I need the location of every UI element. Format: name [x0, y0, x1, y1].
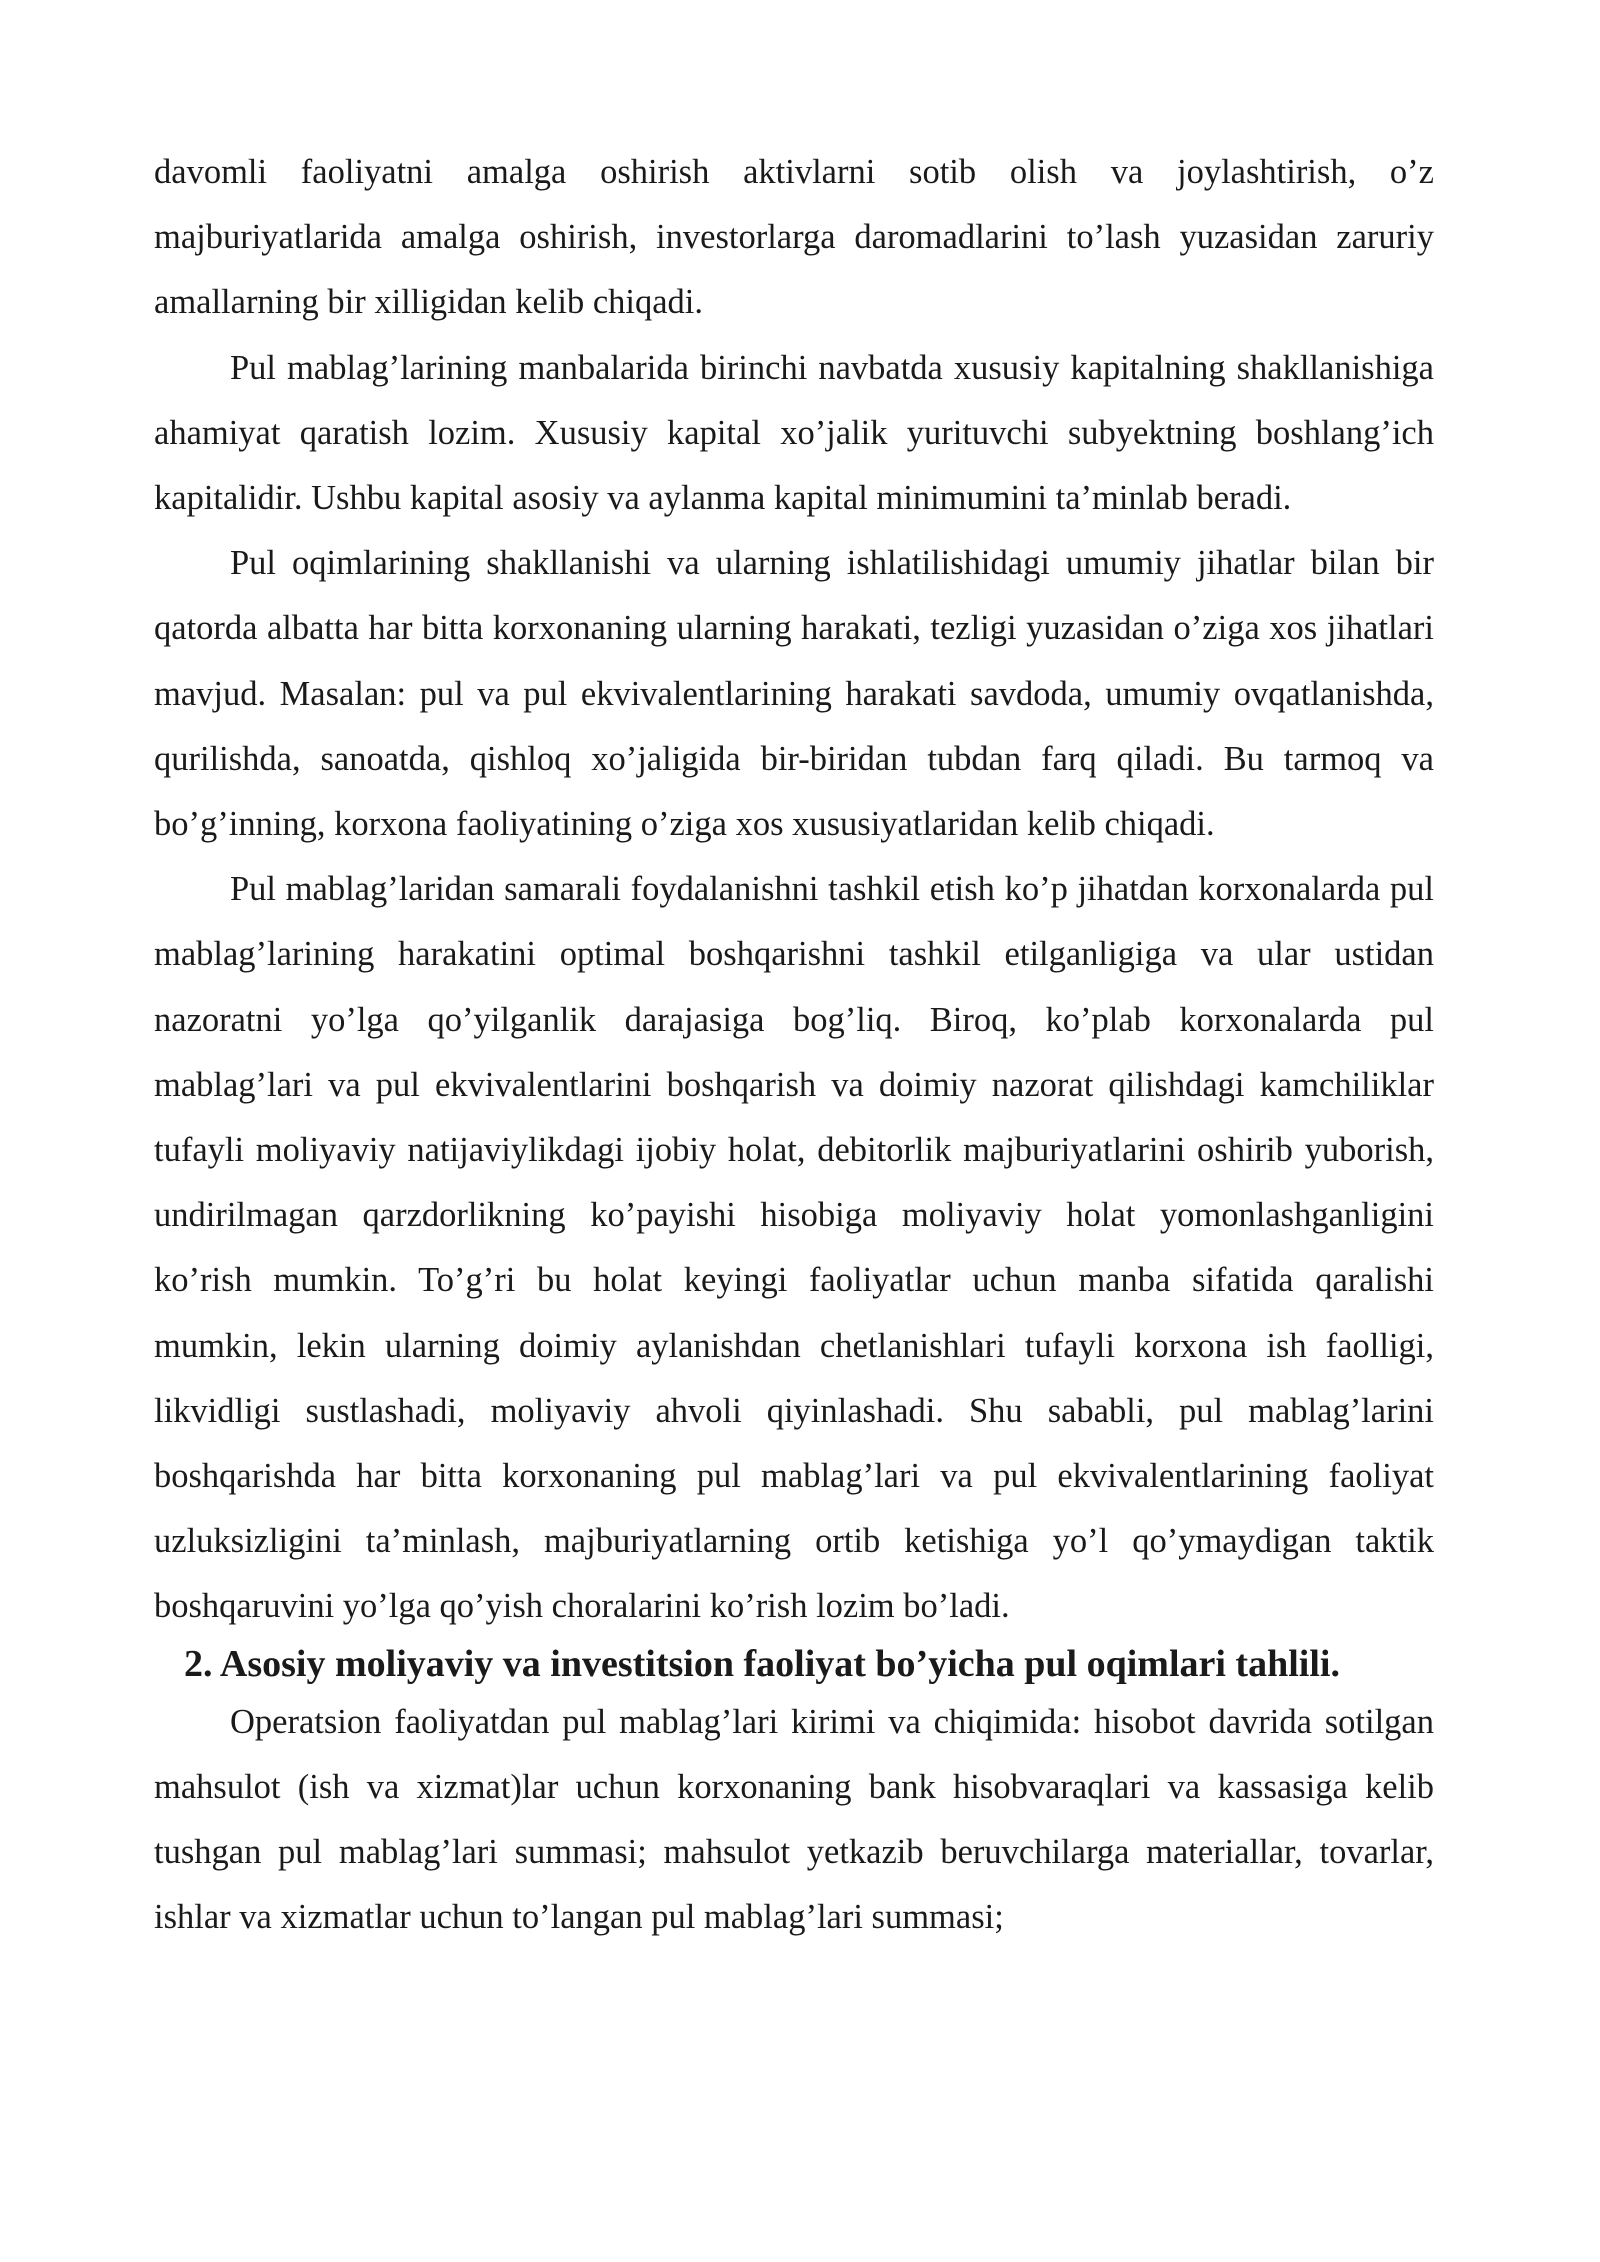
document-page	[154, 140, 1434, 1950]
paragraph-operating-activity: Operatsion faoliyatdan pul mablag’lari kirimi va chiqimida: hisobot davrida sotilgan mahsulot (ish va xizmat)lar uchun korxonaning bank hisobvaraqlari va kassasiga kelib tushgan pul mablag’lari summasi; mahsulot yetkazib beruvchilarga materiallar, tovarlar, ishlar va xizmatlar uchun to’langan pul mablag’lari summasi;	[154, 1702, 1434, 1937]
section-heading: 2. Asosiy moliyaviy va investitsion faoliyat bo’yicha pul oqimlari tahlili.	[184, 1642, 1340, 1685]
paragraph-continuation: davomli faoliyatni amalga oshirish aktivlarni sotib olish va joylashtirish, o’z majburiyatlarida amalga oshirish, investorlarga daromadlarini to’lash yuzasidan zaruriy amallarning bir xilligidan kelib chiqadi.	[154, 153, 1434, 322]
paragraph-cash-management: Pul mablag’laridan samarali foydalanishni tashkil etish ko’p jihatdan korxonalarda pul mablag’larining harakatini optimal boshqarishni tashkil etilganligiga va ular ustidan nazoratni yo’lga qo’yilganlik darajasiga bog’liq. Biroq, ko’plab korxonalarda pul mablag’lari va pul ekvivalentlarini boshqarish va doimiy nazorat qilishdagi kamchiliklar tufayli moliyaviy natijaviylikdagi ijobiy holat, debitorlik majburiyatlarini oshirib yuborish, undirilmagan qarzdorlikning ko’payishi hisobiga moliyaviy holat yomonlashganligini ko’rish mumkin. To’g’ri bu holat keyingi faoliyatlar uchun manba sifatida qaralishi mumkin, lekin ularning doimiy aylanishdan chetlanishlari tufayli korxona ish faolligi, likvidligi sustlashadi, moliyaviy ahvoli qiyinlashadi. Shu sababli, pul mablag’larini boshqarishda har bitta korxonaning pul mablag’lari va pul ekvivalentlarining faoliyat uzluksizligini ta’minlash, majburiyatlarning ortib ketishiga yo’l qo’ymaydigan taktik boshqaruvini yo’lga qo’yish choralarini ko’rish lozim bo’ladi.	[154, 870, 1434, 1626]
paragraph-cash-flow-features: Pul oqimlarining shakllanishi va ularning ishlatilishidagi umumiy jihatlar bilan bir qatorda albatta har bitta korxonaning ularning harakati, tezligi yuzasidan o’ziga xos jihatlari mavjud. Masalan: pul va pul ekvivalentlarining harakati savdoda, umumiy ovqatlanishda, qurilishda, sanoatda, qishloq xo’jaligida bir-biridan tubdan farq qiladi. Bu tarmoq va bo’g’inning, korxona faoliyatining o’ziga xos xususiyatlaridan kelib chiqadi.	[154, 544, 1434, 844]
paragraph-private-capital: Pul mablag’larining manbalarida birinchi navbatda xususiy kapitalning shakllanishiga ahamiyat qaratish lozim. Xususiy kapital xo’jalik yurituvchi subyektning boshlang’ich kapitalidir. Ushbu kapital asosiy va aylanma kapital minimumini ta’minlab beradi.	[154, 348, 1434, 518]
